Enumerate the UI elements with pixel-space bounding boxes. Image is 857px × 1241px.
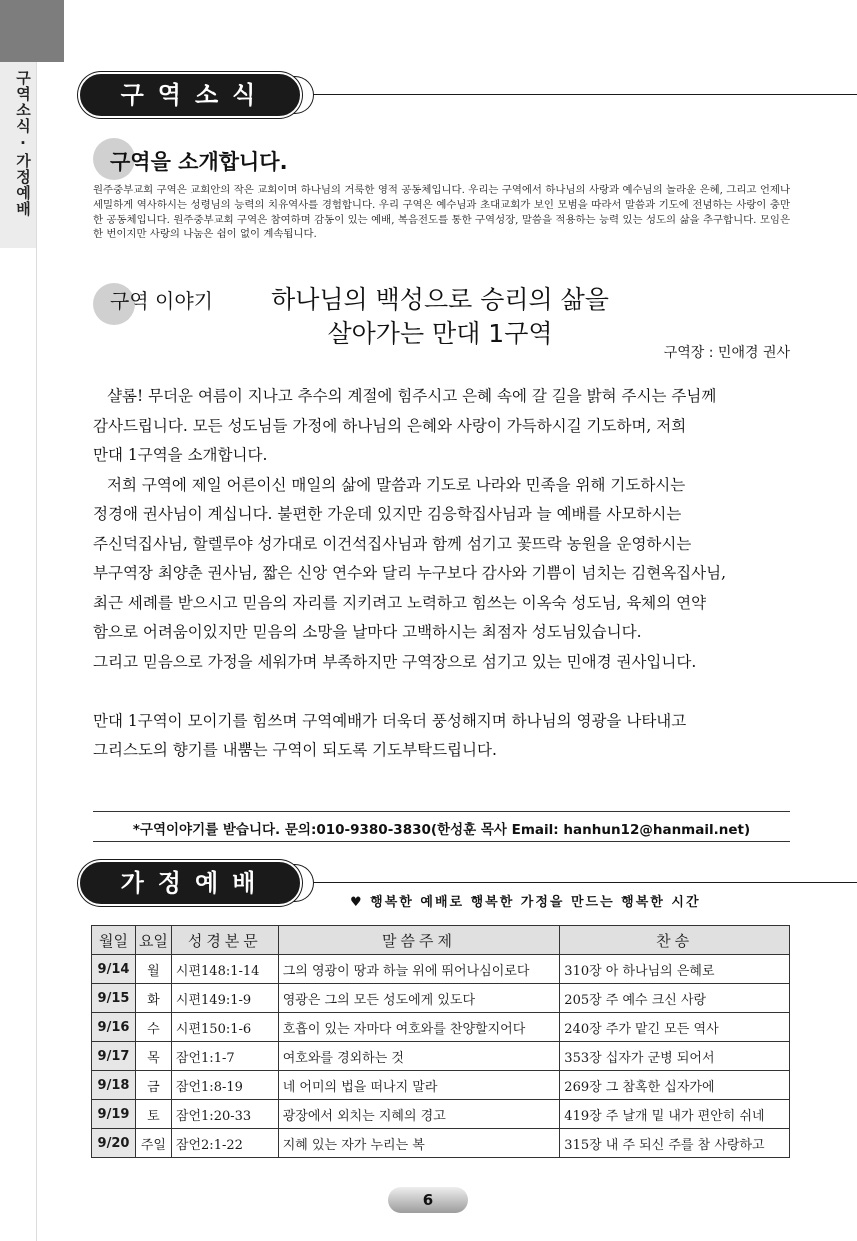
- story-line: 그리스도의 향기를 내뿜는 구역이 되도록 기도부탁드립니다.: [93, 741, 497, 759]
- sidebar-label: 구역소식·가정예배: [14, 70, 32, 217]
- column-header-day: 요일: [135, 926, 171, 955]
- cell-day: 토: [135, 1100, 171, 1129]
- story-body: [93, 382, 790, 766]
- cell-theme: 그의 영광이 땅과 하늘 위에 뛰어나심이로다: [278, 955, 560, 984]
- tagline: ♥ 행복한 예배로 행복한 가정을 만드는 행복한 시간: [350, 895, 701, 910]
- cell-day: 화: [135, 984, 171, 1013]
- cell-theme: 광장에서 외치는 지혜의 경고: [278, 1100, 560, 1129]
- section-title: 가정예배: [80, 862, 300, 904]
- column-header-hymn: 찬송: [560, 926, 790, 955]
- story-line: 저희 구역에 제일 어른이신 매일의 삶에 말씀과 기도로 나라와 민족을 위해 기도하시는: [107, 475, 686, 494]
- section-header-district-news: [80, 74, 857, 116]
- table-header-row: [92, 926, 790, 955]
- column-header-theme: 말씀주제: [278, 926, 560, 955]
- story-line: 함으로 어려움이있지만 믿음의 소망을 날마다 고백하시는 최점자 성도님있습니다.: [93, 623, 642, 641]
- cell-day: 금: [135, 1071, 171, 1100]
- cell-scripture: 잠언2:1-22: [171, 1129, 278, 1158]
- cell-date: 9/19: [92, 1100, 136, 1129]
- table-row: [92, 1042, 790, 1071]
- column-header-scripture: 성경본문: [171, 926, 278, 955]
- cell-date: 9/15: [92, 984, 136, 1013]
- story-line: 감사드립니다. 모든 성도님들 가정에 하나님의 은혜와 사랑이 가득하시길 기도하며, 저희: [93, 416, 687, 435]
- story-line: 주신덕집사님, 할렐루야 성가대로 이건석집사님과 함께 섬기고 꽃뜨락 농원을 운영하시는: [93, 534, 692, 553]
- cell-theme: 지혜 있는 자가 누리는 복: [278, 1129, 560, 1158]
- cell-hymn: 419장 주 날개 밑 내가 편안히 쉬네: [560, 1100, 790, 1129]
- table-row: [92, 984, 790, 1013]
- cell-date: 9/16: [92, 1013, 136, 1042]
- cell-date: 9/14: [92, 955, 136, 984]
- cell-theme: 네 어미의 법을 떠나지 말라: [278, 1071, 560, 1100]
- cell-scripture: 잠언1:20-33: [171, 1100, 278, 1129]
- cell-scripture: 잠언1:1-7: [171, 1042, 278, 1071]
- story-line: 만대 1구역을 소개합니다.: [93, 446, 268, 464]
- cell-theme: 영광은 그의 모든 성도에게 있도다: [278, 984, 560, 1013]
- notice-text: *구역이야기를 받습니다. 문의:010-9380-3830(한성훈 목사 Email: hanhun12@hanmail.net): [132, 822, 751, 838]
- cell-scripture: 잠언1:8-19: [171, 1071, 278, 1100]
- table-row: [92, 1013, 790, 1042]
- cell-date: 9/20: [92, 1129, 136, 1158]
- section-header-rule: [313, 882, 857, 883]
- cell-hymn: 315장 내 주 되신 주를 참 사랑하고: [560, 1129, 790, 1158]
- cell-date: 9/18: [92, 1071, 136, 1100]
- sidebar-top-block: [0, 0, 64, 62]
- story-line: 최근 세례를 받으시고 믿음의 자리를 지키려고 노력하고 힘쓰는 이옥숙 성도님, 육체의 연약: [93, 593, 707, 612]
- cell-date: 9/17: [92, 1042, 136, 1071]
- table-row: [92, 1129, 790, 1158]
- table-row: [92, 955, 790, 984]
- story-line: 만대 1구역이 모이기를 힘쓰며 구역예배가 더욱더 풍성해지며 하나님의 영광을 나타내고: [93, 711, 687, 730]
- cell-hymn: 240장 주가 맡긴 모든 역사: [560, 1013, 790, 1042]
- story-title-line: 하나님의 백성으로 승리의 삶을: [271, 285, 609, 314]
- cell-scripture: 시편148:1-14: [171, 955, 278, 984]
- cell-hymn: 353장 십자가 군병 되어서: [560, 1042, 790, 1071]
- cell-day: 수: [135, 1013, 171, 1042]
- table-row: [92, 1100, 790, 1129]
- cell-hymn: 269장 그 참혹한 십자가에: [560, 1071, 790, 1100]
- story-line: 부구역장 최양춘 권사님, 짧은 신앙 연수와 달리 누구보다 감사와 기쁨이 넘치는 김현옥집사님,: [93, 564, 727, 582]
- notice-rule-bottom: [93, 841, 790, 842]
- notice-rule-top: [93, 811, 790, 812]
- intro-paragraph: 원주중부교회 구역은 교회안의 작은 교회이며 하나님의 거룩한 영적 공동체입니다. 우리는 구역에서 하나님의 사랑과 예수님의 놀라운 은혜, 그리고 언제나 세밀하게 역사하시는 성령님의 능력의 치유역사를 경험합니다. 우리 구역은 예수님과 초대교회가 보인 모범을 따라서 말씀과 기도에 전념하는 사랑이 충만한 공동체입니다. 원주중부교회 구역은 참여하며 감동이 있는 예배, 복음전도를 통한 구역성장, 말씀을 적용하는 능력 있는 성도의 삶을 추구합니다. 모임은 한 번이지만 사랑의 나눔은 쉼이 없이 계속됩니다.: [93, 184, 790, 241]
- section-header-rule: [313, 94, 857, 95]
- story-title: [250, 283, 630, 351]
- cell-scripture: 시편149:1-9: [171, 984, 278, 1013]
- story-line: 그리고 믿음으로 가정을 세워가며 부족하지만 구역장으로 섬기고 있는 민애경 권사입니다.: [93, 652, 697, 671]
- worship-schedule-table: [91, 925, 790, 1158]
- cell-hymn: 310장 아 하나님의 은혜로: [560, 955, 790, 984]
- cell-theme: 여호와를 경외하는 것: [278, 1042, 560, 1071]
- story-author: 구역장 : 민애경 권사: [663, 345, 790, 361]
- table-row: [92, 1071, 790, 1100]
- sidebar-edge: [36, 62, 64, 1241]
- intro-title: 구역을 소개합니다.: [110, 150, 288, 174]
- cell-day: 주일: [135, 1129, 171, 1158]
- cell-hymn: 205장 주 예수 크신 사랑: [560, 984, 790, 1013]
- cell-day: 목: [135, 1042, 171, 1071]
- cell-day: 월: [135, 955, 171, 984]
- story-line: 샬롬! 무더운 여름이 지나고 추수의 계절에 힘주시고 은혜 속에 갈 길을 밝혀 주시는 주님께: [107, 387, 717, 405]
- cell-theme: 호흡이 있는 자마다 여호와를 찬양할지어다: [278, 1013, 560, 1042]
- story-line: 정경애 권사님이 계십니다. 불편한 가운데 있지만 김응학집사님과 늘 예배를 사모하시는: [93, 505, 682, 523]
- page-number: 6: [388, 1187, 468, 1213]
- story-title-line: 살아가는 만대 1구역: [327, 319, 553, 348]
- section-title: 구역소식: [80, 74, 300, 116]
- story-label: 구역 이야기: [110, 289, 213, 313]
- cell-scripture: 시편150:1-6: [171, 1013, 278, 1042]
- column-header-date: 월일: [92, 926, 136, 955]
